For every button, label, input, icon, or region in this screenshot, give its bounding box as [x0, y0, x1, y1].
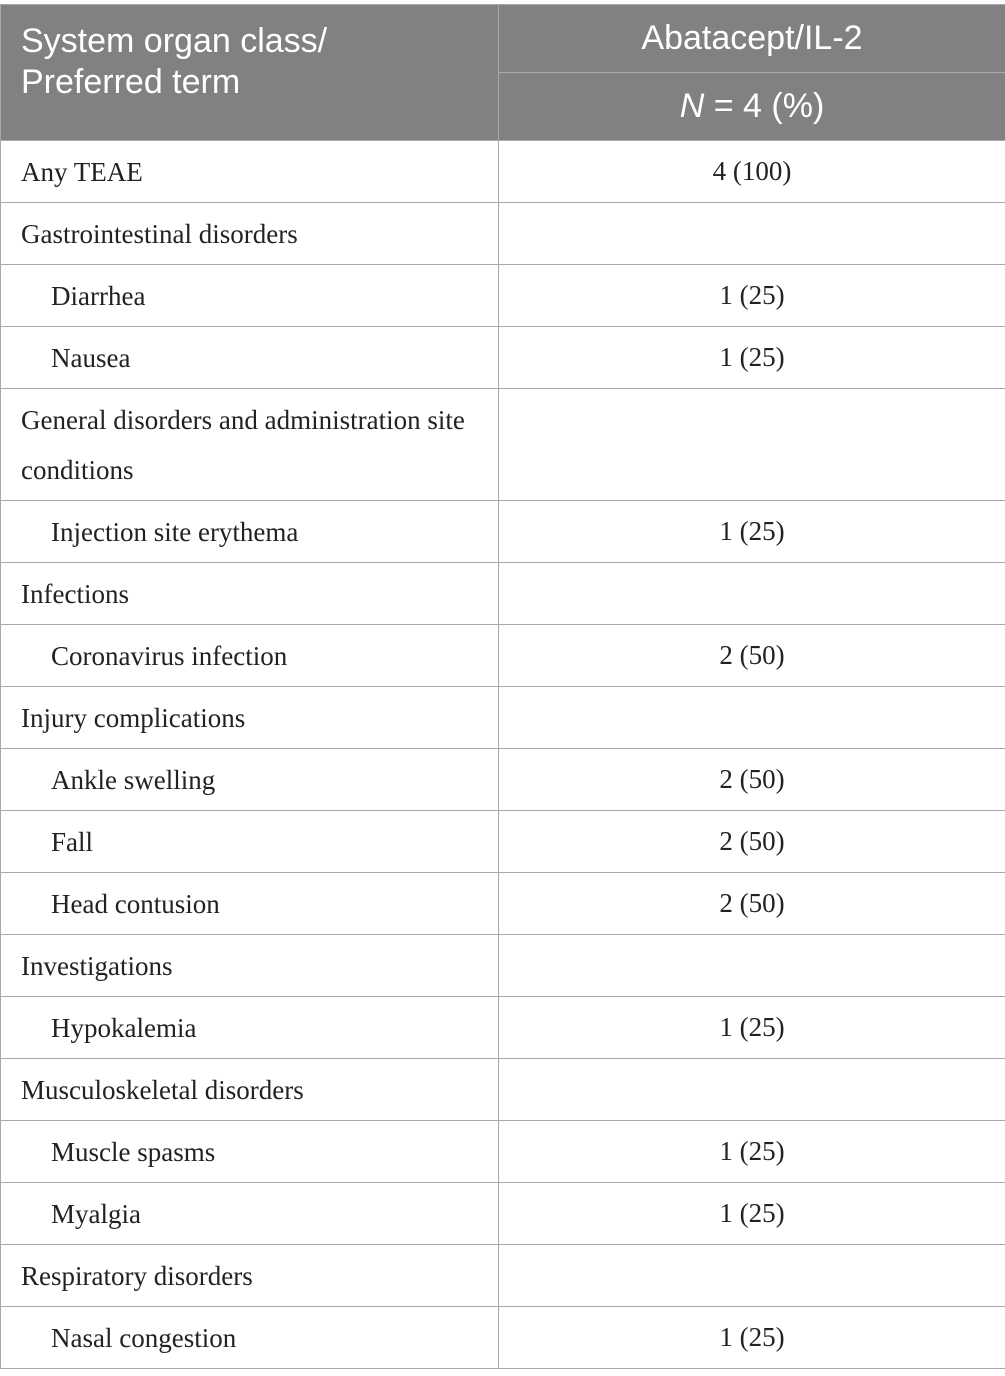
value-cell: 1 (25) — [499, 1183, 1005, 1245]
term-cell: Injury complications — [1, 687, 499, 749]
value-cell — [499, 687, 1005, 749]
table-row — [1, 1121, 1005, 1183]
table-row — [1, 389, 1005, 501]
table-row — [1, 563, 1005, 625]
table-row — [1, 997, 1005, 1059]
term-cell: Ankle swelling — [1, 749, 499, 811]
term-cell: Injection site erythema — [1, 501, 499, 563]
table-body — [1, 141, 1005, 1369]
term-cell: Gastrointestinal disorders — [1, 203, 499, 265]
adverse-events-table — [0, 4, 1005, 1369]
header-n-count — [499, 73, 1005, 141]
table-row — [1, 687, 1005, 749]
table-row — [1, 265, 1005, 327]
table-row — [1, 1307, 1005, 1369]
value-cell — [499, 203, 1005, 265]
term-cell: Muscle spasms — [1, 1121, 499, 1183]
value-cell: 4 (100) — [499, 141, 1005, 203]
value-cell: 1 (25) — [499, 327, 1005, 389]
header-system-organ-class — [1, 5, 499, 141]
value-cell: 1 (25) — [499, 1307, 1005, 1369]
table-row — [1, 935, 1005, 997]
table-header — [1, 5, 1005, 141]
value-cell: 2 (50) — [499, 625, 1005, 687]
term-cell: Nasal congestion — [1, 1307, 499, 1369]
value-cell: 1 (25) — [499, 997, 1005, 1059]
table-row — [1, 749, 1005, 811]
header-col1-line2: Preferred term — [21, 63, 241, 101]
term-cell: Investigations — [1, 935, 499, 997]
table-row — [1, 203, 1005, 265]
term-cell: Respiratory disorders — [1, 1245, 499, 1307]
value-cell — [499, 389, 1005, 501]
table-row — [1, 1183, 1005, 1245]
value-cell — [499, 935, 1005, 997]
value-cell: 1 (25) — [499, 1121, 1005, 1183]
table-row — [1, 811, 1005, 873]
table-row — [1, 501, 1005, 563]
table-row — [1, 327, 1005, 389]
term-cell: Myalgia — [1, 1183, 499, 1245]
header-col1-line1: System organ class/ — [21, 22, 328, 60]
term-cell: Hypokalemia — [1, 997, 499, 1059]
header-n-symbol: N — [679, 87, 705, 125]
value-cell — [499, 1059, 1005, 1121]
table-row — [1, 625, 1005, 687]
value-cell: 1 (25) — [499, 501, 1005, 563]
header-treatment-group: Abatacept/IL-2 — [499, 5, 1005, 73]
term-cell: Diarrhea — [1, 265, 499, 327]
value-cell — [499, 1245, 1005, 1307]
term-cell: Infections — [1, 563, 499, 625]
term-cell: Coronavirus infection — [1, 625, 499, 687]
term-cell: Fall — [1, 811, 499, 873]
header-n-rest: = 4 (%) — [704, 87, 825, 125]
table-row — [1, 141, 1005, 203]
term-cell: Head contusion — [1, 873, 499, 935]
table-row — [1, 1245, 1005, 1307]
table-row — [1, 873, 1005, 935]
value-cell — [499, 563, 1005, 625]
value-cell: 2 (50) — [499, 749, 1005, 811]
term-cell: General disorders and administration site conditions — [1, 389, 499, 501]
value-cell: 2 (50) — [499, 811, 1005, 873]
table-row — [1, 1059, 1005, 1121]
value-cell: 1 (25) — [499, 265, 1005, 327]
term-cell: Any TEAE — [1, 141, 499, 203]
term-cell: Musculoskeletal disorders — [1, 1059, 499, 1121]
value-cell: 2 (50) — [499, 873, 1005, 935]
term-cell: Nausea — [1, 327, 499, 389]
